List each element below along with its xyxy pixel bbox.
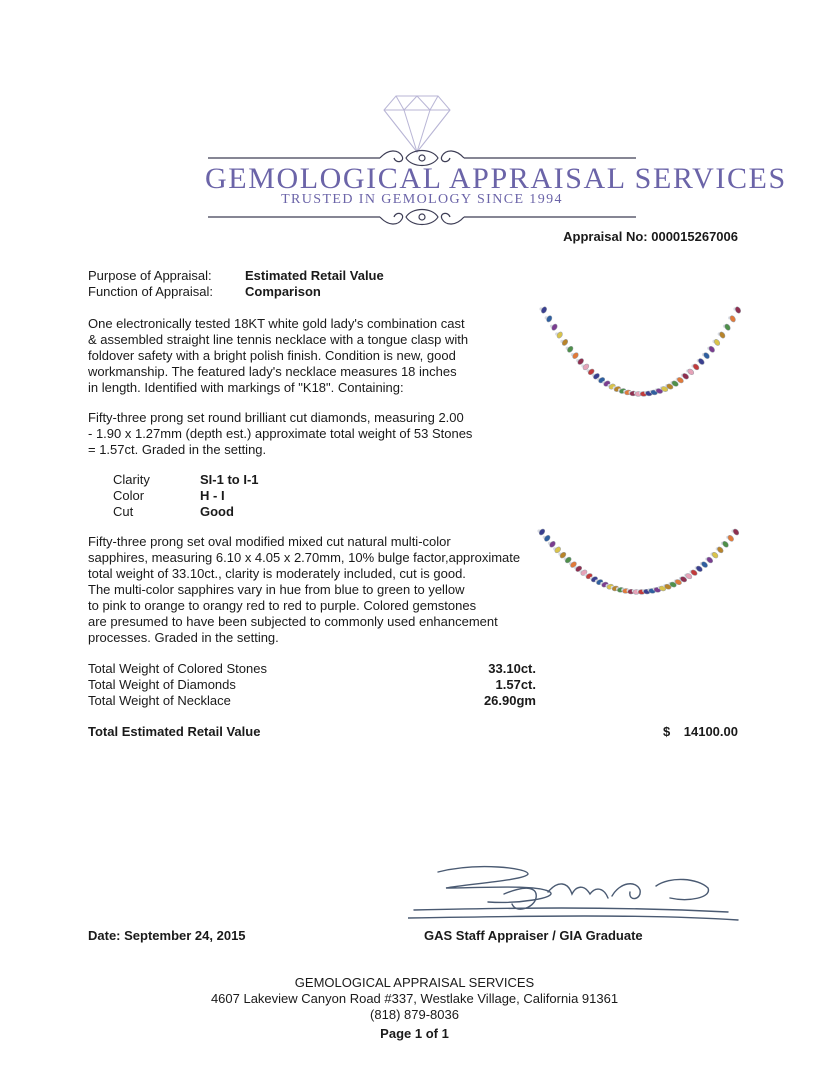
diamonds-line: Fifty-three prong set round brilliant cut diamonds, measuring 2.00	[88, 410, 464, 425]
necklace-sapphire	[711, 551, 719, 559]
company-title: GEMOLOGICAL APPRAISAL SERVICES	[205, 162, 787, 195]
footer-phone: (818) 879-8036	[370, 1007, 459, 1022]
sapphires-line: to pink to orange to orangy red to red to purple. Colored gemstones	[88, 598, 477, 613]
necklace-sapphire	[571, 352, 579, 360]
necklace-sapphire	[713, 338, 721, 346]
footer-page-number: Page 1 of 1	[380, 1026, 449, 1041]
footer-company-name: GEMOLOGICAL APPRAISAL SERVICES	[294, 975, 535, 990]
diamonds-paragraph	[88, 410, 533, 458]
necklace-sapphire	[727, 534, 735, 542]
function-row	[88, 284, 508, 299]
color-label: Color	[113, 488, 145, 503]
function-label: Function of Appraisal:	[88, 284, 214, 299]
description-paragraph	[88, 316, 533, 396]
diamonds-line: = 1.57ct. Graded in the setting.	[88, 442, 267, 457]
cut-label: Cut	[113, 504, 134, 519]
total-colored-label: Total Weight of Colored Stones	[88, 661, 267, 676]
description-line: foldover safety with a bright polish finish. Condition is new, good	[88, 348, 456, 363]
necklace-sapphire	[716, 546, 724, 554]
necklace-sapphire	[724, 323, 732, 331]
sapphires-paragraph	[88, 534, 543, 646]
necklace-sapphire	[545, 315, 553, 323]
necklace-sapphire	[708, 345, 716, 353]
necklace-sapphire	[540, 306, 548, 314]
total-necklace-label: Total Weight of Necklace	[88, 693, 231, 708]
necklace-photo-top	[536, 300, 746, 410]
necklace-sapphire	[703, 352, 711, 360]
purpose-row	[88, 268, 508, 283]
clarity-row	[113, 472, 259, 487]
color-row	[113, 488, 225, 503]
necklace-sapphire	[548, 540, 556, 548]
clarity-label: Clarity	[113, 472, 150, 487]
total-necklace-row	[88, 693, 536, 708]
total-colored-value: 33.10ct.	[488, 661, 536, 676]
description-line: & assembled straight line tennis necklace with a tongue clasp with	[88, 332, 469, 347]
sapphires-line: total weight of 33.10ct., clarity is moderately included, cut is good.	[88, 566, 466, 581]
necklace-sapphire	[687, 368, 695, 376]
necklace-sapphire	[692, 363, 700, 371]
appraiser-title: GAS Staff Appraiser / GIA Graduate	[424, 928, 643, 943]
total-diamonds-value: 1.57ct.	[495, 677, 536, 692]
necklace-sapphire	[551, 323, 559, 331]
function-value: Comparison	[245, 284, 321, 299]
sapphires-line: The multi-color sapphires vary in hue from blue to green to yellow	[88, 582, 465, 597]
necklace-sapphire	[697, 357, 705, 365]
sapphires-line: Fifty-three prong set oval modified mixed cut natural multi-color	[88, 534, 451, 549]
necklace-sapphire	[577, 357, 585, 365]
necklace-sapphire	[706, 556, 714, 564]
total-diamonds-row	[88, 677, 536, 692]
necklace-sapphire	[538, 528, 546, 536]
necklace-sapphire	[566, 345, 574, 353]
necklace-sapphire	[718, 331, 726, 339]
sapphires-line: processes. Graded in the setting.	[88, 630, 279, 645]
purpose-label: Purpose of Appraisal:	[88, 268, 212, 283]
cut-value: Good	[200, 504, 234, 519]
color-value: H - I	[200, 488, 225, 503]
total-diamonds-label: Total Weight of Diamonds	[88, 677, 236, 692]
necklace-sapphire	[734, 306, 742, 314]
footer-address: 4607 Lakeview Canyon Road #337, Westlake Village, California 91361	[210, 991, 619, 1006]
necklace-photo-bottom	[534, 520, 744, 625]
appraisal-number: Appraisal No: 000015267006	[563, 229, 738, 244]
retail-currency: $	[663, 724, 671, 739]
necklace-sapphire	[721, 540, 729, 548]
retail-value-label: Total Estimated Retail Value	[88, 724, 261, 739]
necklace-sapphire	[732, 528, 740, 536]
appraisal-date: Date: September 24, 2015	[88, 928, 246, 943]
description-line: in length. Identified with markings of "K18". Containing:	[88, 380, 404, 395]
appraiser-signature	[408, 858, 748, 930]
sapphires-line: are presumed to have been subjected to commonly used enhancement	[88, 614, 498, 629]
necklace-sapphire	[556, 331, 564, 339]
diamonds-line: - 1.90 x 1.27mm (depth est.) approximate total weight of 53 Stones	[88, 426, 473, 441]
retail-value: 14100.00	[683, 724, 738, 739]
clarity-value: SI-1 to I-1	[200, 472, 259, 487]
necklace-sapphire	[561, 338, 569, 346]
cut-row	[113, 504, 234, 519]
purpose-value: Estimated Retail Value	[245, 268, 384, 283]
sapphires-line: sapphires, measuring 6.10 x 4.05 x 2.70mm, 10% bulge factor,approximate	[88, 550, 521, 565]
necklace-sapphire	[729, 315, 737, 323]
total-necklace-value: 26.90gm	[483, 693, 536, 708]
description-line: One electronically tested 18KT white gold lady's combination cast	[88, 316, 465, 331]
description-line: workmanship. The featured lady's necklace measures 18 inches	[88, 364, 457, 379]
company-tagline: TRUSTED IN GEMOLOGY SINCE 1994	[281, 192, 563, 207]
total-colored-row	[88, 661, 536, 676]
necklace-sapphire	[543, 534, 551, 542]
